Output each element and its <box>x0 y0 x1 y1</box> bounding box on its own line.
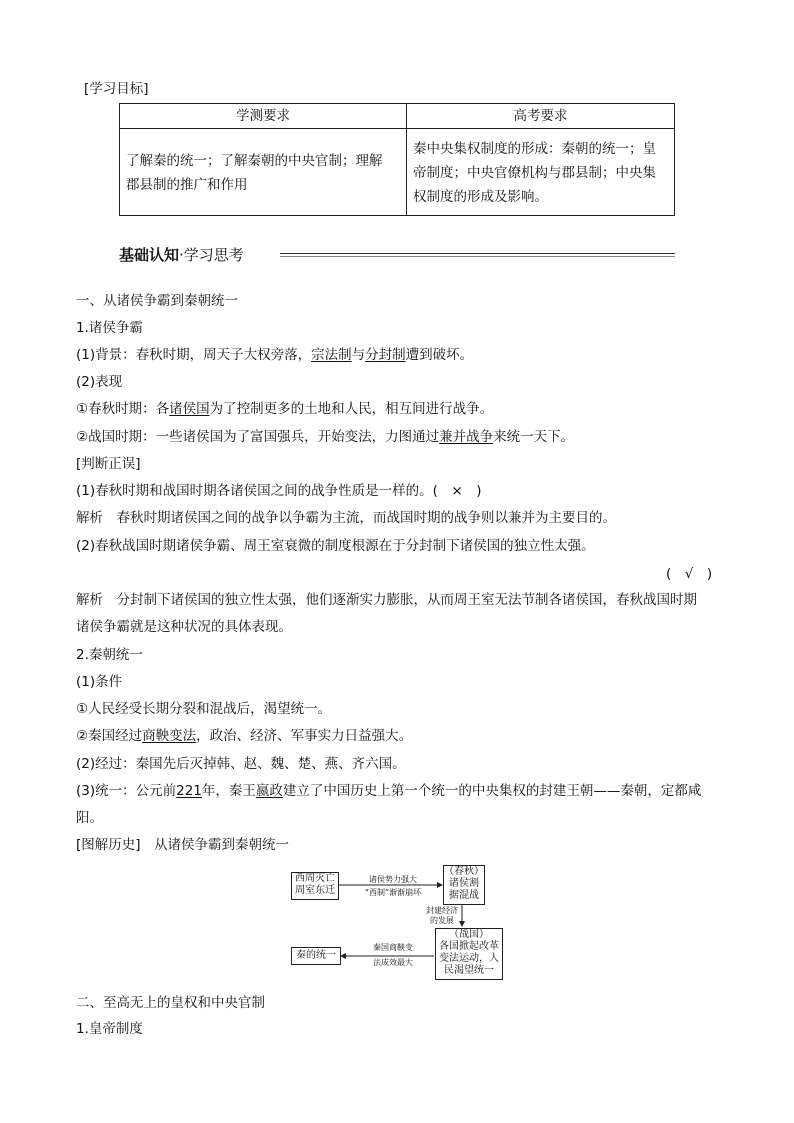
box-spring-autumn <box>443 865 485 905</box>
box-line: （春秋） <box>444 866 484 877</box>
paragraph <box>76 781 701 801</box>
answer-blank: 分封制 <box>365 347 406 363</box>
box-line: 据混战 <box>449 890 479 901</box>
objectives-table <box>119 103 675 216</box>
judge-label: [判断正误] <box>76 456 141 472</box>
box-line: 各国掀起改革 <box>439 941 499 952</box>
box-warring-states <box>435 928 503 980</box>
answer-blank: 诸侯国 <box>169 401 210 417</box>
box-line: 周室东迁 <box>295 885 335 896</box>
judge-item: (2)春秋战国时期诸侯争霸、周王室衰微的制度根源在于分封制下诸侯国的独立性太强。 <box>76 538 595 554</box>
paragraph <box>76 345 473 365</box>
text: 来统一天下。 <box>493 429 575 445</box>
answer-blank: 嬴政 <box>255 783 283 799</box>
arrow-label: 的发展 <box>430 916 454 925</box>
section-title <box>119 244 244 265</box>
diagram-label: [图解历史] 从诸侯争霸到秦朝统一 <box>76 837 290 853</box>
section-divider <box>280 253 675 254</box>
answer-blank: 221 <box>176 783 202 799</box>
arrow-label: 封建经济 <box>426 906 458 915</box>
box-qin-unification: 秦的统一 <box>291 947 341 965</box>
text: 为了控制更多的土地和人民，相互间进行战争。 <box>209 401 494 417</box>
text: 建立了中国历史上第一个统一的中央集权的封建王朝——秦朝，定都咸 <box>282 783 702 799</box>
judge-mark: ( √ ) <box>666 566 713 582</box>
paragraph: (1)条件 <box>76 674 123 690</box>
objectives-col2-cell <box>407 129 675 216</box>
section-divider <box>280 256 675 257</box>
box-line: 西周灭亡 <box>295 873 335 884</box>
objectives-col1-line: 郡县制的推广和作用 <box>126 177 248 193</box>
objectives-col2-line: 秦中央集权制度的形成：秦朝的统一；皇 <box>413 141 656 157</box>
judge-explanation: 解析 分封制下诸侯国的独立性太强，他们逐渐实力膨胀，从而周王室无法节制各诸侯国，春秋战国时期 <box>76 592 697 608</box>
arrow-label: “西制”渐渐崩坏 <box>364 888 422 897</box>
paragraph: (2)表现 <box>76 374 123 390</box>
box-line: 民渴望统一 <box>444 965 494 976</box>
paragraph <box>76 726 412 746</box>
text: ②秦国经过 <box>76 728 143 744</box>
text: (3)统一：公元前 <box>76 783 177 799</box>
arrow-label: 诸侯势力强大 <box>369 875 417 884</box>
objectives-col2-line: 权制度的形成及影响。 <box>413 189 548 205</box>
subsection-title: 1.皇帝制度 <box>76 1021 143 1037</box>
box-line: 变法运动，人 <box>439 953 499 964</box>
answer-blank: 兼并战争 <box>439 429 494 445</box>
text: (1)背景：春秋时期，周天子大权旁落， <box>76 347 312 363</box>
subsection-title: 1.诸侯争霸 <box>76 320 143 336</box>
section-title-sub: ·学习思考 <box>179 246 244 264</box>
subsection-title: 2.秦朝统一 <box>76 647 143 663</box>
paragraph: 阳。 <box>76 810 103 826</box>
objectives-col2-line: 帝制度；中央官僚机构与郡县制；中央集 <box>413 165 656 181</box>
box-line: 诸侯割 <box>449 878 479 889</box>
text: ①春秋时期：各 <box>76 401 170 417</box>
history-flow-diagram <box>285 860 510 982</box>
paragraph <box>76 427 574 447</box>
paragraph <box>76 399 493 419</box>
section-title-main: 基础认知 <box>119 246 180 264</box>
judge-explanation: 解析 春秋时期诸侯国之间的战争以争霸为主流，而战国时期的战争则以兼并为主要目的。 <box>76 510 616 526</box>
paragraph: ①人民经受长期分裂和混战后，渴望统一。 <box>76 701 332 717</box>
judge-item: (1)春秋时期和战国时期各诸侯国之间的战争性质是一样的。( × ) <box>76 483 482 499</box>
text: 与 <box>351 347 366 363</box>
text: ，政治、经济、军事实力日益强大。 <box>196 728 413 744</box>
text: 年，秦王 <box>201 783 256 799</box>
answer-blank: 宗法制 <box>311 347 352 363</box>
paragraph: (2)经过：秦国先后灭掉韩、赵、魏、楚、燕、齐六国。 <box>76 756 406 772</box>
text: ②战国时期：一些诸侯国为了富国强兵，开始变法，力图通过 <box>76 429 440 445</box>
answer-blank: 商鞅变法 <box>142 728 197 744</box>
objectives-col1-line: 了解秦的统一；了解秦朝的中央官制；理解 <box>126 153 383 169</box>
part1-heading: 一、从诸侯争霸到秦朝统一 <box>76 293 238 309</box>
objectives-col1-cell <box>120 129 407 216</box>
judge-explanation: 诸侯争霸就是这种状况的具体表现。 <box>76 619 292 635</box>
box-line: （战国） <box>449 929 489 940</box>
text: 遭到破坏。 <box>405 347 474 363</box>
box-zhou-fall <box>291 872 339 900</box>
part2-heading: 二、至高无上的皇权和中央官制 <box>76 995 265 1011</box>
objectives-col2-header: 高考要求 <box>407 104 675 129</box>
arrow-label: 法成效最大 <box>373 958 413 967</box>
objectives-label: [学习目标] <box>84 81 149 97</box>
arrow-label: 秦国商鞅变 <box>373 943 413 952</box>
objectives-col1-header: 学测要求 <box>120 104 407 129</box>
